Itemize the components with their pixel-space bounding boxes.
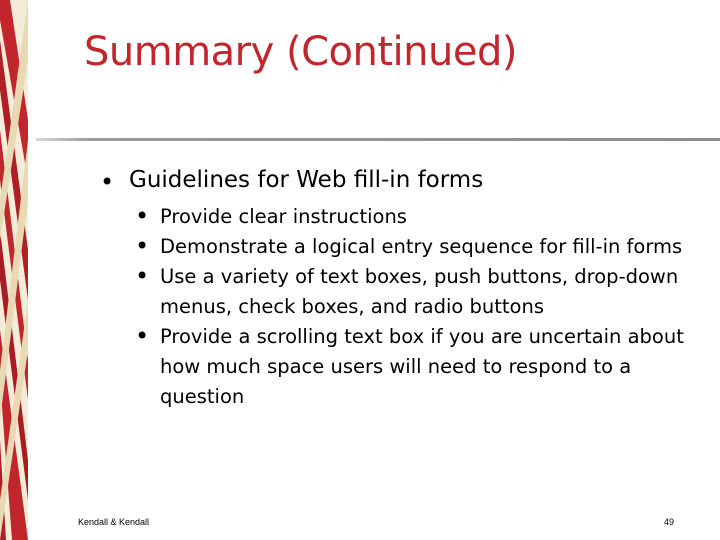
sub-bullet-text: Use a variety of text boxes, push buttons, drop-down menus, check boxes, and radio buttons: [160, 265, 679, 318]
footer-page-number: 49: [664, 517, 675, 527]
sub-bullet-text: Provide clear instructions: [160, 205, 407, 228]
bullet-dot-icon: •: [135, 202, 150, 230]
title-divider: [36, 138, 720, 141]
sub-bullet-list: [135, 202, 700, 412]
footer-author: Kendall & Kendall: [78, 517, 150, 527]
sub-bullet-text: Provide a scrolling text box if you are uncertain about how much space users will need to respond to a question: [160, 325, 684, 408]
sub-bullet-item: [135, 232, 700, 262]
bullet-level1-text: Guidelines for Web fill-in forms: [129, 167, 484, 193]
sub-bullet-item: [135, 202, 700, 232]
bullet-dot-icon: •: [135, 262, 150, 290]
bullet-dot-icon: •: [100, 168, 115, 196]
sub-bullet-text: Demonstrate a logical entry sequence for fill-in forms: [160, 235, 683, 258]
sub-bullet-item: [135, 262, 700, 322]
slide-title: Summary (Continued): [84, 29, 517, 75]
bullet-dot-icon: •: [135, 322, 150, 350]
bullet-dot-icon: •: [135, 232, 150, 260]
left-decorative-stripes: [0, 0, 28, 540]
sub-bullet-item: [135, 322, 700, 412]
